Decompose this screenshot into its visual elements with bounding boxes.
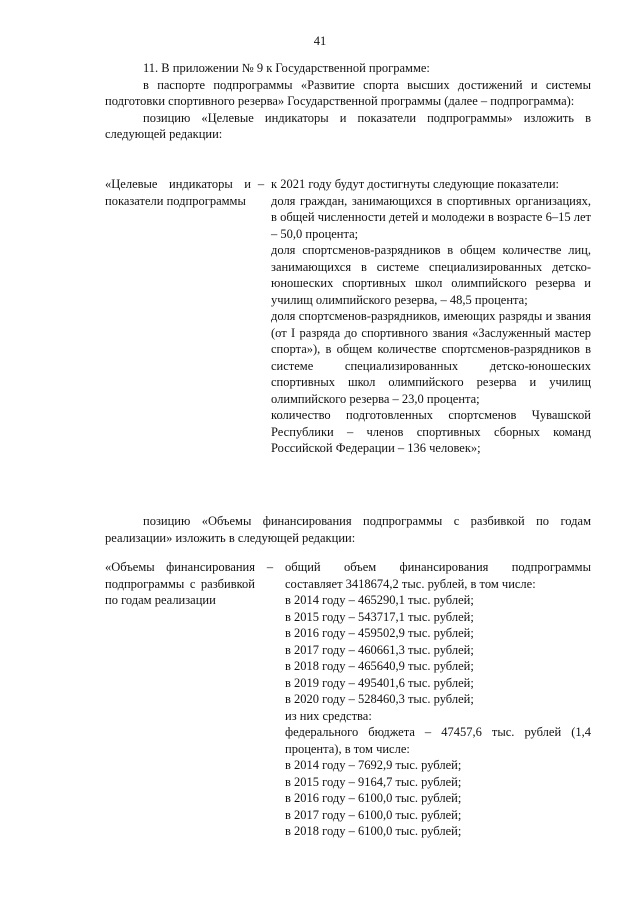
indicator-item: количество подготовленных спортсменов Чувашской Республики – членов спортивных сборных команд Российской Федерации – 136 человек»; [271,408,591,455]
financing-item: в 2014 году – 465290,1 тыс. рублей; [285,593,474,607]
intro-section [105,60,591,143]
financing-item: из них средства: [285,708,372,723]
intro-paragraph: позицию «Целевые индикаторы и показатели подпрограммы» изложить в следующей редакции: [105,110,591,141]
financing-item: в 2018 году – 465640,9 тыс. рублей; [285,659,474,673]
financing-item: в 2016 году – 6100,0 тыс. рублей; [285,791,462,805]
indicators-content [271,176,591,457]
financing-item: в 2014 году – 7692,9 тыс. рублей; [285,758,462,772]
financing-item: в 2017 году – 6100,0 тыс. рублей; [285,807,462,822]
indicators-dash: – [257,177,265,191]
indicator-item: доля спортсменов-разрядников в общем количестве лиц, занимающихся в системе специализированных детско-юношеских спортивных школ олимпийского резерва и училищ олимпийского резерва, – 48,5 процента; [271,243,591,307]
indicators-position [105,176,591,457]
intro-paragraph: 11. В приложении № 9 к Государственной программе: [143,61,430,75]
financing-item: в 2015 году – 9164,7 тыс. рублей; [285,774,462,789]
indicator-item: к 2021 году будут достигнуты следующие показатели: [271,177,560,191]
indicator-item: доля спортсменов-разрядников, имеющих разряды и звания (от I разряда до спортивного звания «Заслуженный мастер спорта»), в общем количестве спортсменов-разрядников в системе специализированных детско-юношеских спортивных школ олимпийского резерва и училищ олимпийского резерва – 23,0 процента; [271,309,591,406]
intro-paragraph: в паспорте подпрограммы «Развитие спорта высших достижений и системы подготовки спортивного резерва» Государственной программы (далее – подпрограмма): [105,77,591,108]
financing-item: в 2015 году – 543717,1 тыс. рублей; [285,609,474,624]
financing-item: в 2017 году – 460661,3 тыс. рублей; [285,642,474,657]
financing-item: в 2018 году – 6100,0 тыс. рублей; [285,824,462,838]
financing-item: федерального бюджета – 47457,6 тыс. рублей (1,4 процента), в том числе: [285,725,591,756]
financing-intro [105,513,591,546]
financing-item: в 2019 году – 495401,6 тыс. рублей; [285,675,474,690]
financing-position [105,559,591,840]
financing-dash: – [266,560,274,574]
indicator-item: доля граждан, занимающихся в спортивных организациях, в общей численности детей и молодежи в возрасте 6–15 лет – 50,0 процента; [271,193,591,241]
page-number: 41 [313,34,327,48]
financing-item: в 2016 году – 459502,9 тыс. рублей; [285,626,474,640]
indicators-label: «Целевые индикаторы и показатели подпрограммы [105,177,251,208]
financing-item: в 2020 году – 528460,3 тыс. рублей; [285,692,474,706]
financing-content [285,559,591,840]
financing-intro-paragraph: позицию «Объемы финансирования подпрограммы с разбивкой по годам реализации» изложить в следующей редакции: [105,514,591,545]
financing-label: «Объемы финансирования подпрограммы с разбивкой по годам реализации [105,560,255,607]
financing-item: общий объем финансирования подпрограммы составляет 3418674,2 тыс. рублей, в том числе: [285,560,591,591]
